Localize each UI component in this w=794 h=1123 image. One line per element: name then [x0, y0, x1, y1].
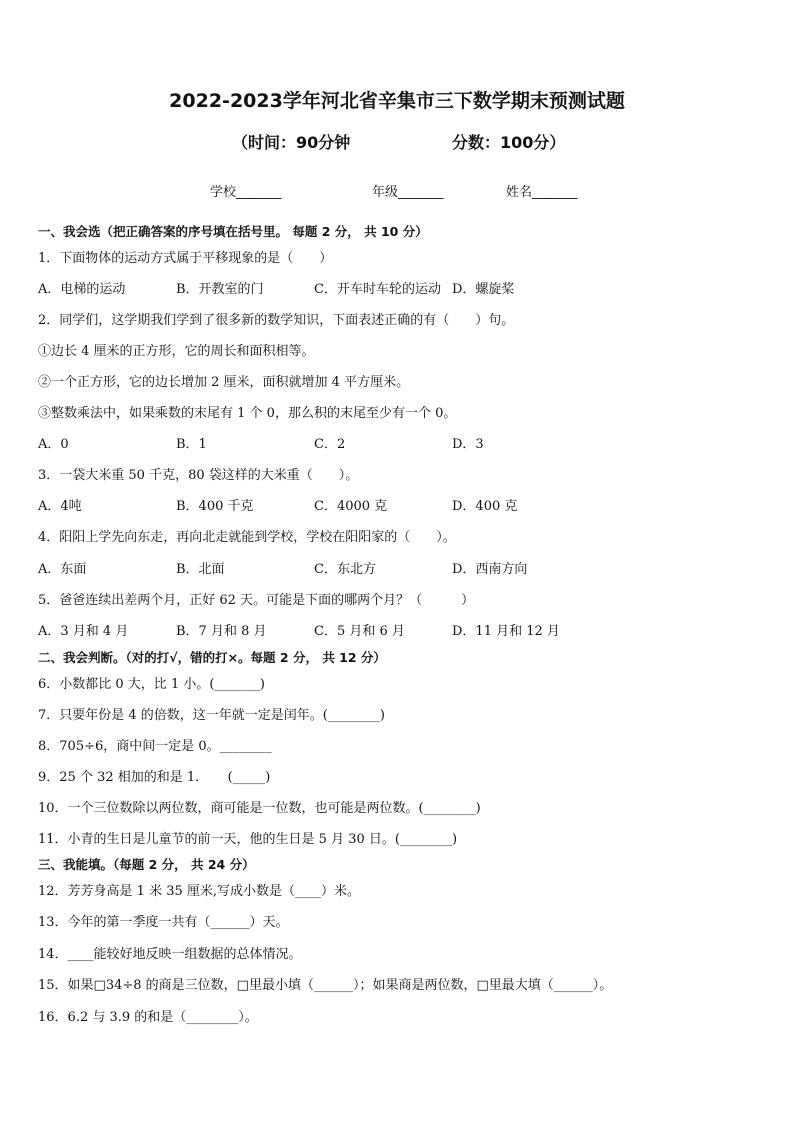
question-5: 5．爸爸连续出差两个月，正好 62 天。可能是下面的哪两个月？（ ） — [38, 593, 475, 608]
q4-option-d: D．西南方向 — [452, 562, 528, 577]
exam-time: （时间：90分钟 — [232, 133, 351, 152]
question-10: 10．一个三位数除以两位数，商可能是一位数，也可能是两位数。(________) — [38, 801, 481, 816]
q5-option-a: A．3 月和 4 月 — [38, 624, 129, 639]
q2-option-b: B．1 — [176, 437, 207, 452]
q2-option-c: C．2 — [314, 437, 346, 452]
section-1-heading: 一、我会选（把正确答案的序号填在括号里。 每题 2 分， 共 10 分） — [38, 224, 428, 239]
q5-option-d: D．11 月和 12 月 — [452, 624, 560, 639]
question-16: 16．6.2 与 3.9 的和是（________）。 — [38, 1010, 258, 1025]
q4-option-c: C．东北方 — [314, 562, 376, 577]
q3-option-a: A．4吨 — [38, 499, 82, 514]
q1-option-a: A．电梯的运动 — [38, 282, 126, 297]
q2-statement-1: ①边长 4 厘米的正方形，它的周长和面积相等。 — [38, 344, 315, 359]
q1-option-d: D．螺旋桨 — [452, 282, 515, 297]
question-11: 11．小青的生日是儿童节的前一天，他的生日是 5 月 30 日。(________) — [38, 832, 458, 847]
q3-option-b: B．400 千克 — [176, 499, 254, 514]
q5-option-c: C．5 月和 6 月 — [314, 624, 405, 639]
question-9: 9．25 个 32 相加的和是 1． (_____) — [38, 770, 271, 785]
school-field: 学校_______ — [210, 185, 282, 200]
question-13: 13．今年的第一季度一共有（______）天。 — [38, 915, 289, 930]
question-7: 7．只要年份是 4 的倍数，这一年就一定是闰年。(________) — [38, 708, 385, 723]
q1-option-b: B．开教室的门 — [176, 282, 264, 297]
q2-statement-2: ②一个正方形，它的边长增加 2 厘米，面积就增加 4 平方厘米。 — [38, 375, 410, 390]
question-2: 2．同学们，这学期我们学到了很多新的数学知识，下面表述正确的有（ ）句。 — [38, 313, 515, 328]
grade-field: 年级_______ — [372, 185, 444, 200]
q1-option-c: C．开车时车轮的运动 — [314, 282, 441, 297]
question-6: 6．小数都比 0 大，比 1 小。(_______) — [38, 677, 265, 692]
question-3: 3．一袋大米重 50 千克，80 袋这样的大米重（ ）。 — [38, 468, 359, 483]
q2-option-d: D．3 — [452, 437, 484, 452]
q4-option-b: B．北面 — [176, 562, 225, 577]
q5-option-b: B．7 月和 8 月 — [176, 624, 267, 639]
question-8: 8．705÷6，商中间一定是 0。________ — [38, 739, 272, 754]
q4-option-a: A．东面 — [38, 562, 87, 577]
question-15: 15．如果□34÷8 的商是三位数，□里最小填（______）；如果商是两位数，□里最大填（______）。 — [38, 978, 613, 993]
section-2-heading: 二、我会判断。（对的打√，错的打×。每题 2 分， 共 12 分） — [38, 650, 386, 665]
exam-score: 分数：100分） — [452, 133, 566, 152]
section-3-heading: 三、我能填。（每题 2 分， 共 24 分） — [38, 857, 255, 872]
q3-option-c: C．4000 克 — [314, 499, 388, 514]
q3-option-d: D．400 克 — [452, 499, 518, 514]
name-field: 姓名_______ — [506, 185, 578, 200]
q2-option-a: A．0 — [38, 437, 69, 452]
question-4: 4．阳阳上学先向东走，再向北走就能到学校，学校在阳阳家的（ ）。 — [38, 530, 456, 545]
question-1: 1．下面物体的运动方式属于平移现象的是（ ） — [38, 251, 333, 266]
page-title: 2022-2023学年河北省辛集市三下数学期末预测试题 — [169, 90, 625, 112]
q2-statement-3: ③整数乘法中，如果乘数的末尾有 1 个 0，那么积的末尾至少有一个 0。 — [38, 406, 457, 421]
question-12: 12．芳芳身高是 1 米 35 厘米,写成小数是（____）米。 — [38, 884, 361, 899]
question-14: 14．____能较好地反映一组数据的总体情况。 — [38, 947, 302, 962]
